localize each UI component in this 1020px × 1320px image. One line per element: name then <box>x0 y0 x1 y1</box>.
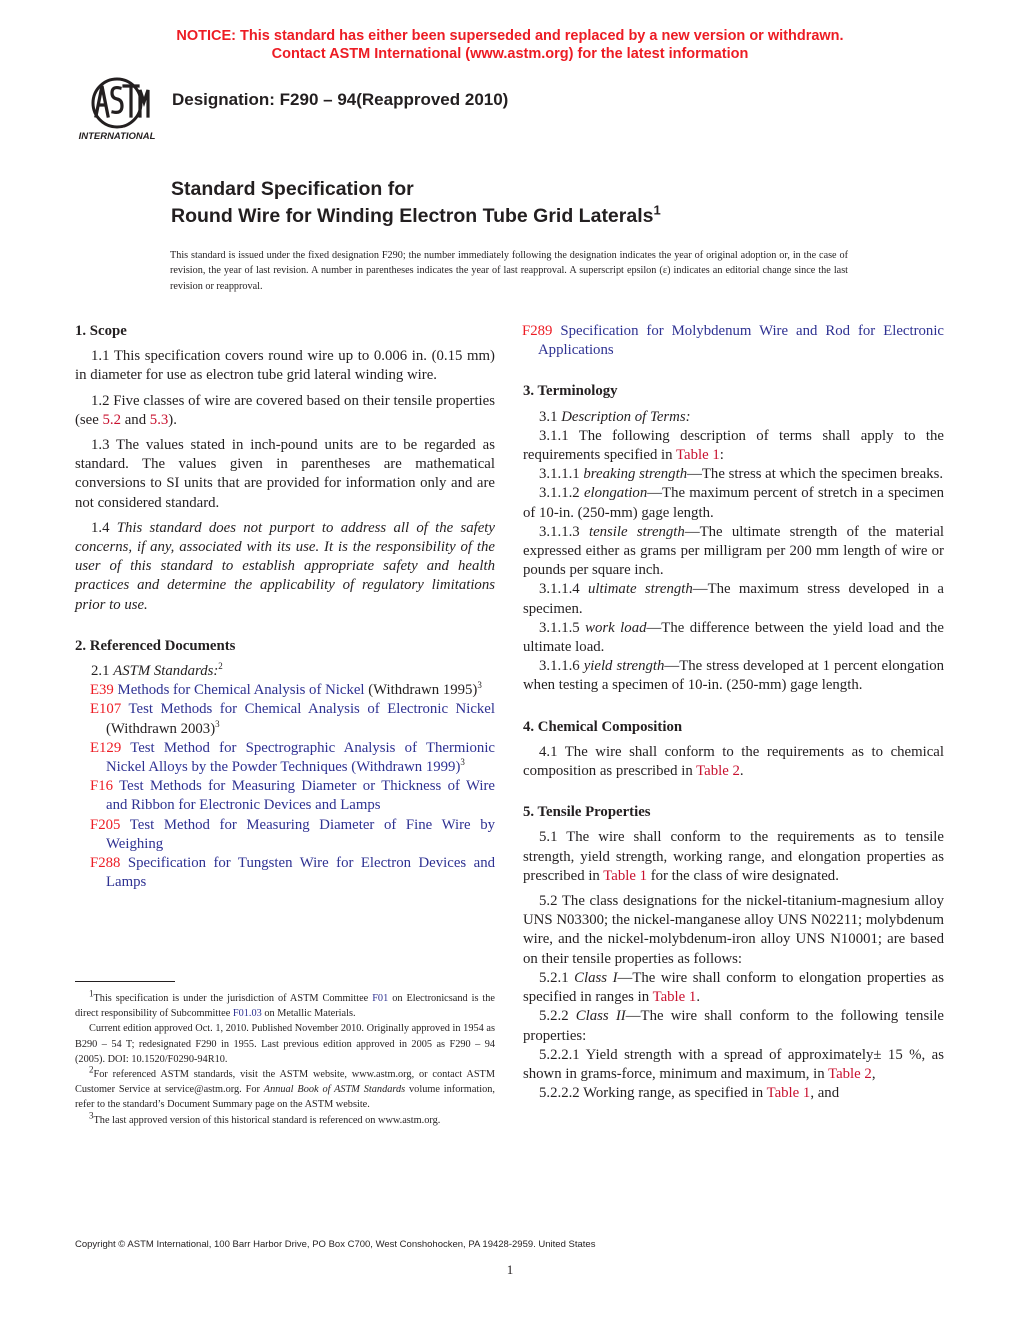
para-1-3: 1.3 The values stated in inch-pound units are to be regarded as standard. The values given in parentheses are mathematical conversions to SI units that are provided for information only and are not considered standard. <box>75 437 495 511</box>
document-title <box>171 176 661 230</box>
section-heading-chemical: 4. Chemical Composition <box>523 718 683 735</box>
reference-list <box>75 681 495 892</box>
link-table-1[interactable]: Table 1 <box>652 989 697 1006</box>
para-1-1: 1.1 This specification covers round wire up to 0.006 in. (0.15 mm) in diameter for use as electron tube grid lateral winding wire. <box>75 348 495 384</box>
reference-item[interactable]: E107 Test Methods for Chemical Analysis of Electronic Nickel (Withdrawn 2003)$^3$ <box>90 701 495 737</box>
reference-item[interactable]: F288 Specification for Tungsten Wire for Electron Devices and Lamps <box>90 855 495 891</box>
para-1-2: 1.2 Five classes of wire are covered based on their tensile properties (see 5.2 and 5.3). <box>75 392 495 428</box>
term-definition: 3.1.1.6 yield strength—The stress developed at 1 percent elongation when testing a specimen of 10-in. (250-mm) gage length. <box>523 658 944 694</box>
para-5-2-2-2: 5.2.2.2 Working range, as specified in Table 1, and <box>539 1085 840 1102</box>
para-3-1-1: 3.1.1 The following description of terms shall apply to the requirements specified in Table 1: <box>523 427 944 464</box>
para-5-2-1: 5.2.1 Class I—The wire shall conform to elongation properties as specified in ranges in Table 1. <box>523 969 944 1006</box>
title-line-2: Round Wire for Winding Electron Tube Grid Laterals$^1$ <box>171 202 661 227</box>
notice-line-2: Contact ASTM International (www.astm.org) for the latest information <box>271 46 749 62</box>
term-definition: 3.1.1.3 tensile strength—The ultimate strength of the material expressed either as grams per milligram per 200 mm length of wire or pounds per square inch. <box>523 523 945 579</box>
para-3-1: 3.1 Description of Terms: <box>539 408 691 425</box>
section-heading-scope: 1. Scope <box>75 323 127 339</box>
reference-item[interactable]: F289 Specification for Molybdenum Wire and Rod for Electronic Applications <box>522 323 944 359</box>
link-table-2[interactable]: Table 2 <box>828 1065 872 1082</box>
left-column <box>75 322 495 892</box>
page-number: 1 <box>506 1262 514 1277</box>
term-definition: 3.1.1.2 elongation—The maximum percent of stretch in a specimen of 10-in. (250-mm) gage length. <box>523 485 944 521</box>
link-section-5-3[interactable]: 5.3 <box>149 411 169 428</box>
link-table-1[interactable]: Table 1 <box>676 447 720 464</box>
link-table-1[interactable]: Table 1 <box>766 1085 811 1102</box>
designation: Designation: F290 – 94(Reapproved 2010) <box>172 90 509 109</box>
title-line-1: Standard Specification for <box>171 178 414 200</box>
para-5-2-2: 5.2.2 Class II—The wire shall conform to the following tensile properties: <box>523 1008 945 1044</box>
withdrawal-notice <box>0 27 1020 63</box>
reference-item[interactable]: E129 Test Method for Spectrographic Analysis of Thermionic Nickel Alloys by the Powder Techniques (Withdrawn 1999)$^3$ <box>90 739 495 776</box>
link-table-2[interactable]: Table 2 <box>696 763 740 780</box>
reference-item[interactable]: E39 Methods for Chemical Analysis of Nickel (Withdrawn 1995)$^3$ <box>90 680 482 699</box>
para-5-2: 5.2 The class designations for the nickel-titanium-magnesium alloy UNS N03300; the nickel-manganese alloy UNS N02211; molybdenum wire, and the nickel-molybdenum-iron alloy UNS N10001; are based on their tensile properties as follows: <box>523 893 944 967</box>
copyright-line: Copyright © ASTM International, 100 Barr Harbor Drive, PO Box C700, West Conshohocken, PA 19428-2959. United States <box>75 1239 596 1250</box>
section-heading-terminology: 3. Terminology <box>523 383 618 400</box>
section-heading-referenced: 2. Referenced Documents <box>75 637 236 654</box>
para-4-1: 4.1 The wire shall conform to the requirements as to chemical composition as prescribed in Table 2. <box>523 743 944 780</box>
footnote-1-edition: Current edition approved Oct. 1, 2010. Published November 2010. Originally approved in 1954 as B290 – 54 T; redesignated F290 in 1955. Last previous edition approved in 2005 as F290 – 94 (2005). DOI: 10.1520/F0290-94R10. <box>75 1023 495 1065</box>
term-definition: 3.1.1.1 breaking strength—The stress at which the specimen breaks. <box>539 466 944 483</box>
link-section-5-2[interactable]: 5.2 <box>102 411 122 428</box>
term-definition: 3.1.1.4 ultimate strength—The maximum stress developed in a specimen. <box>523 581 944 617</box>
para-2-1: 2.1 ASTM Standards:$^2$ <box>91 661 223 680</box>
footnote-2: $^2$For referenced ASTM standards, visit the ASTM website, www.astm.org, or contact ASTM Customer Service at service@astm.org. For Annual Book of ASTM Standards volume information, refer to the standard’s Document Summary page on the ASTM website. <box>75 1064 495 1111</box>
right-column <box>523 322 944 1103</box>
para-5-2-2-1: 5.2.2.1 Yield strength with a spread of approximately± 15 %, as shown in grams-force, minimum and maximum, in Table 2, <box>523 1046 944 1082</box>
reference-item[interactable]: F16 Test Methods for Measuring Diameter or Thickness of Wire and Ribbon for Electronic Devices and Lamps <box>90 778 495 814</box>
para-5-1: 5.1 The wire shall conform to the requirements as to tensile strength, yield strength, working range, and elongation properties as prescribed in Table 1 for the class of wire designated. <box>523 829 944 884</box>
preamble: This standard is issued under the fixed designation F290; the number immediately following the designation indicates the year of original adoption or, in the case of revision, the year of last revision. A number in parentheses indicates the year of last reapproval. A superscript epsilon (ε) indicates an editorial change since the last revision or reapproval. <box>170 250 848 292</box>
footnote-3: $^3$The last approved version of this historical standard is referenced on www.astm.org. <box>89 1110 441 1126</box>
link-table-1[interactable]: Table 1 <box>603 867 648 884</box>
footnote-divider <box>75 981 175 982</box>
term-definition: 3.1.1.5 work load—The difference between the yield load and the ultimate load. <box>523 619 944 656</box>
reference-item[interactable]: F205 Test Method for Measuring Diameter of Fine Wire by Weighing <box>90 816 495 852</box>
notice-line-1: NOTICE: This standard has either been superseded and replaced by a new version or withdrawn. <box>176 28 844 44</box>
astm-logo <box>74 72 160 144</box>
para-1-4: 1.4 This standard does not purport to address all of the safety concerns, if any, associated with its use. It is the responsibility of the user of this standard to establish appropriate safety and health practices and determine the applicability of regulatory limitations prior to use. <box>75 519 495 613</box>
footnote-1: $^1$This specification is under the jurisdiction of ASTM Committee F01 on Electronicsand is the direct responsibility of Subcommittee F01.03 on Metallic Materials. <box>75 988 495 1020</box>
section-heading-tensile: 5. Tensile Properties <box>523 804 651 821</box>
link-committee-f01[interactable]: F01 <box>372 993 389 1004</box>
title-footnote-mark: 1 <box>653 202 661 218</box>
logo-wordmark: INTERNATIONAL <box>78 131 156 142</box>
link-subcommittee-f01-03[interactable]: F01.03 <box>232 1008 262 1020</box>
footnotes <box>75 988 495 1128</box>
